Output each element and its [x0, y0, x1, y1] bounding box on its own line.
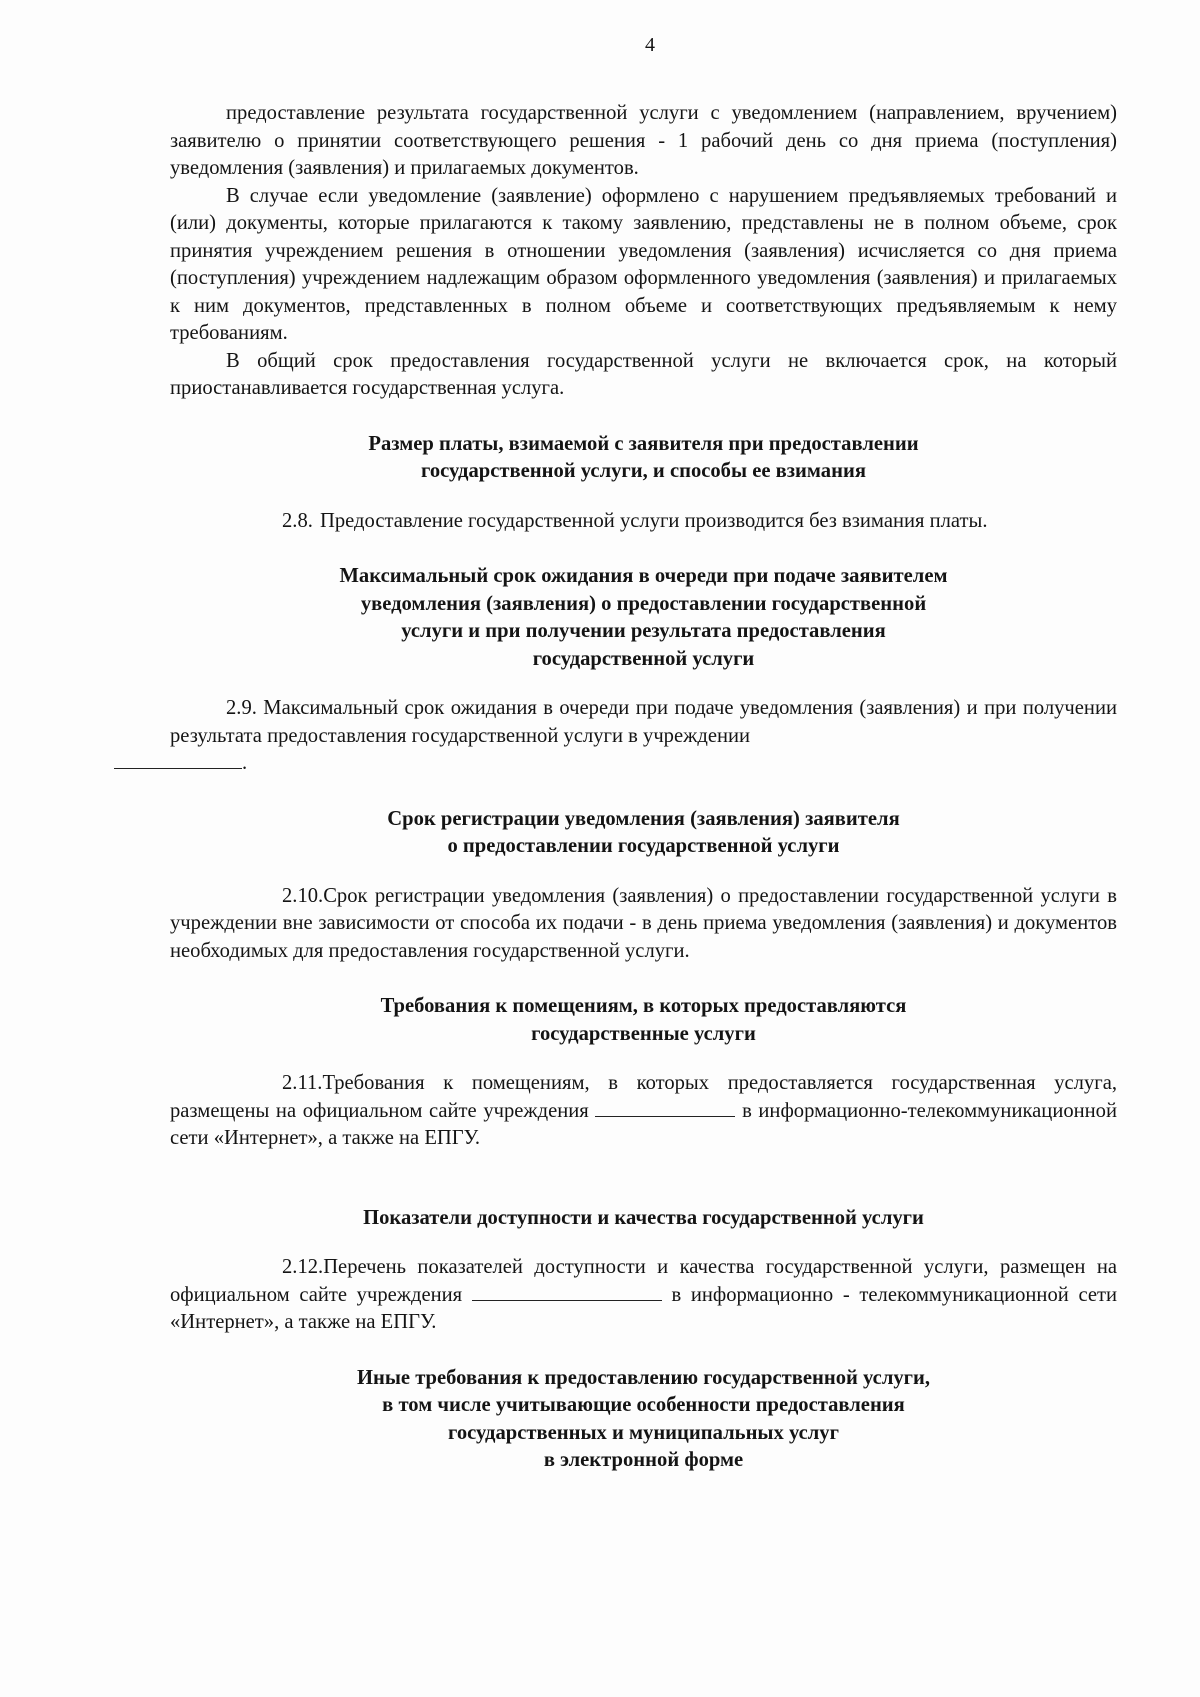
fill-in-blank [595, 1098, 735, 1117]
fill-in-blank [114, 750, 242, 769]
clause-text: Предоставление государственной услуги производится без взимания платы. [320, 509, 988, 532]
heading-line: государственной услуги [532, 647, 755, 670]
paragraph-result-delivery: предоставление результата государственной услуги с уведомлением (направлением, вручением) заявителю о принятии соответствующего решения - 1 рабочий день со дня приема (поступления) уведомления (заявления) и прилагаемых документов. [170, 102, 1117, 179]
document-body [170, 100, 1117, 1475]
heading-line: государственной услуги, и способы ее взимания [421, 460, 866, 482]
clause-text: в информационно-телекоммуникационной сети «Интернет», а также на ЕПГУ. [170, 1099, 1118, 1149]
clause-2-9 [170, 695, 1117, 778]
paragraph-suspension: В общий срок предоставления государственной услуги не включается срок, на который приостанавливается государственная услуга. [170, 349, 1117, 399]
paragraph-violation-case: В случае если уведомление (заявление) оформлено с нарушением предъявляемых требований и (или) документы, которые прилагаются к такому заявлению, представлены не в полном объеме, срок принятия учреждением решения в отношении уведомления (заявления) исчисляется со дня приема (поступления) учреждением надлежащим образом оформленного уведомления (заявления) и прилагаемых к ним документов, представленных в полном объеме и соответствующих предъявляемым к нему требованиям. [170, 184, 1117, 344]
heading-line: Показатели доступности и качества государственной услуги [363, 1206, 924, 1229]
heading-line: услуги и при получении результата предоставления [401, 620, 886, 642]
heading-line: государственных и муниципальных услуг [448, 1421, 839, 1444]
heading-line: о предоставлении государственной услуги [447, 835, 840, 857]
clause-2-11 [170, 1070, 1117, 1153]
section-heading-registration [170, 806, 1117, 861]
heading-line: в том числе учитывающие особенности предоставления [382, 1394, 905, 1416]
clause-2-10 [170, 883, 1117, 966]
section-heading-fee [170, 431, 1117, 486]
heading-line: Размер платы, взимаемой с заявителя при предоставлении [368, 432, 919, 455]
fill-in-blank [472, 1282, 662, 1301]
clause-number: 2.11. [282, 1072, 323, 1094]
heading-line: Максимальный срок ожидания в очереди при подаче заявителем [339, 565, 948, 587]
clause-text: Требования к помещениям, в которых предоставляется государственная услуга, размещены на официальном сайте учреждения [170, 1072, 1117, 1122]
heading-line: уведомления (заявления) о предоставлении государственной [360, 592, 927, 615]
clause-text: в информационно - телекоммуникационной сети «Интернет», а также на ЕПГУ. [170, 1283, 1117, 1333]
clause-number: 2.8. [282, 509, 313, 532]
heading-line: Срок регистрации уведомления (заявления) заявителя [387, 807, 900, 830]
heading-line: Требования к помещениям, в которых предоставляются [380, 995, 907, 1017]
clause-text: Срок регистрации уведомления (заявления) о предоставлении государственной услуги в учреждении вне зависимости от способа их подачи - в день приема уведомления (заявления) и документов необходимых для предоставления государственной услуги. [170, 884, 1117, 962]
page-number: 4 [645, 34, 655, 56]
section-heading-queue [170, 563, 1117, 673]
section-heading-quality [170, 1205, 1117, 1233]
clause-text: Перечень показателей доступности и качества государственной услуги, размещен на официальном сайте учреждения [170, 1256, 1117, 1306]
section-heading-other-requirements [170, 1365, 1117, 1475]
heading-line: государственные услуги [531, 1022, 756, 1045]
clause-2-8 [170, 508, 1117, 536]
clause-end: . [242, 752, 248, 774]
clause-number: 2.12. [282, 1256, 324, 1278]
heading-line: в электронной форме [543, 1449, 744, 1471]
section-heading-premises [170, 993, 1117, 1048]
clause-text: 2.9. Максимальный срок ожидания в очереди при подаче уведомления (заявления) и при получении результата предоставления государственной услуги в учреждении [170, 697, 1117, 747]
clause-number: 2.10. [282, 884, 324, 907]
clause-2-12 [170, 1254, 1117, 1337]
heading-line: Иные требования к предоставлению государственной услуги, [356, 1366, 931, 1389]
